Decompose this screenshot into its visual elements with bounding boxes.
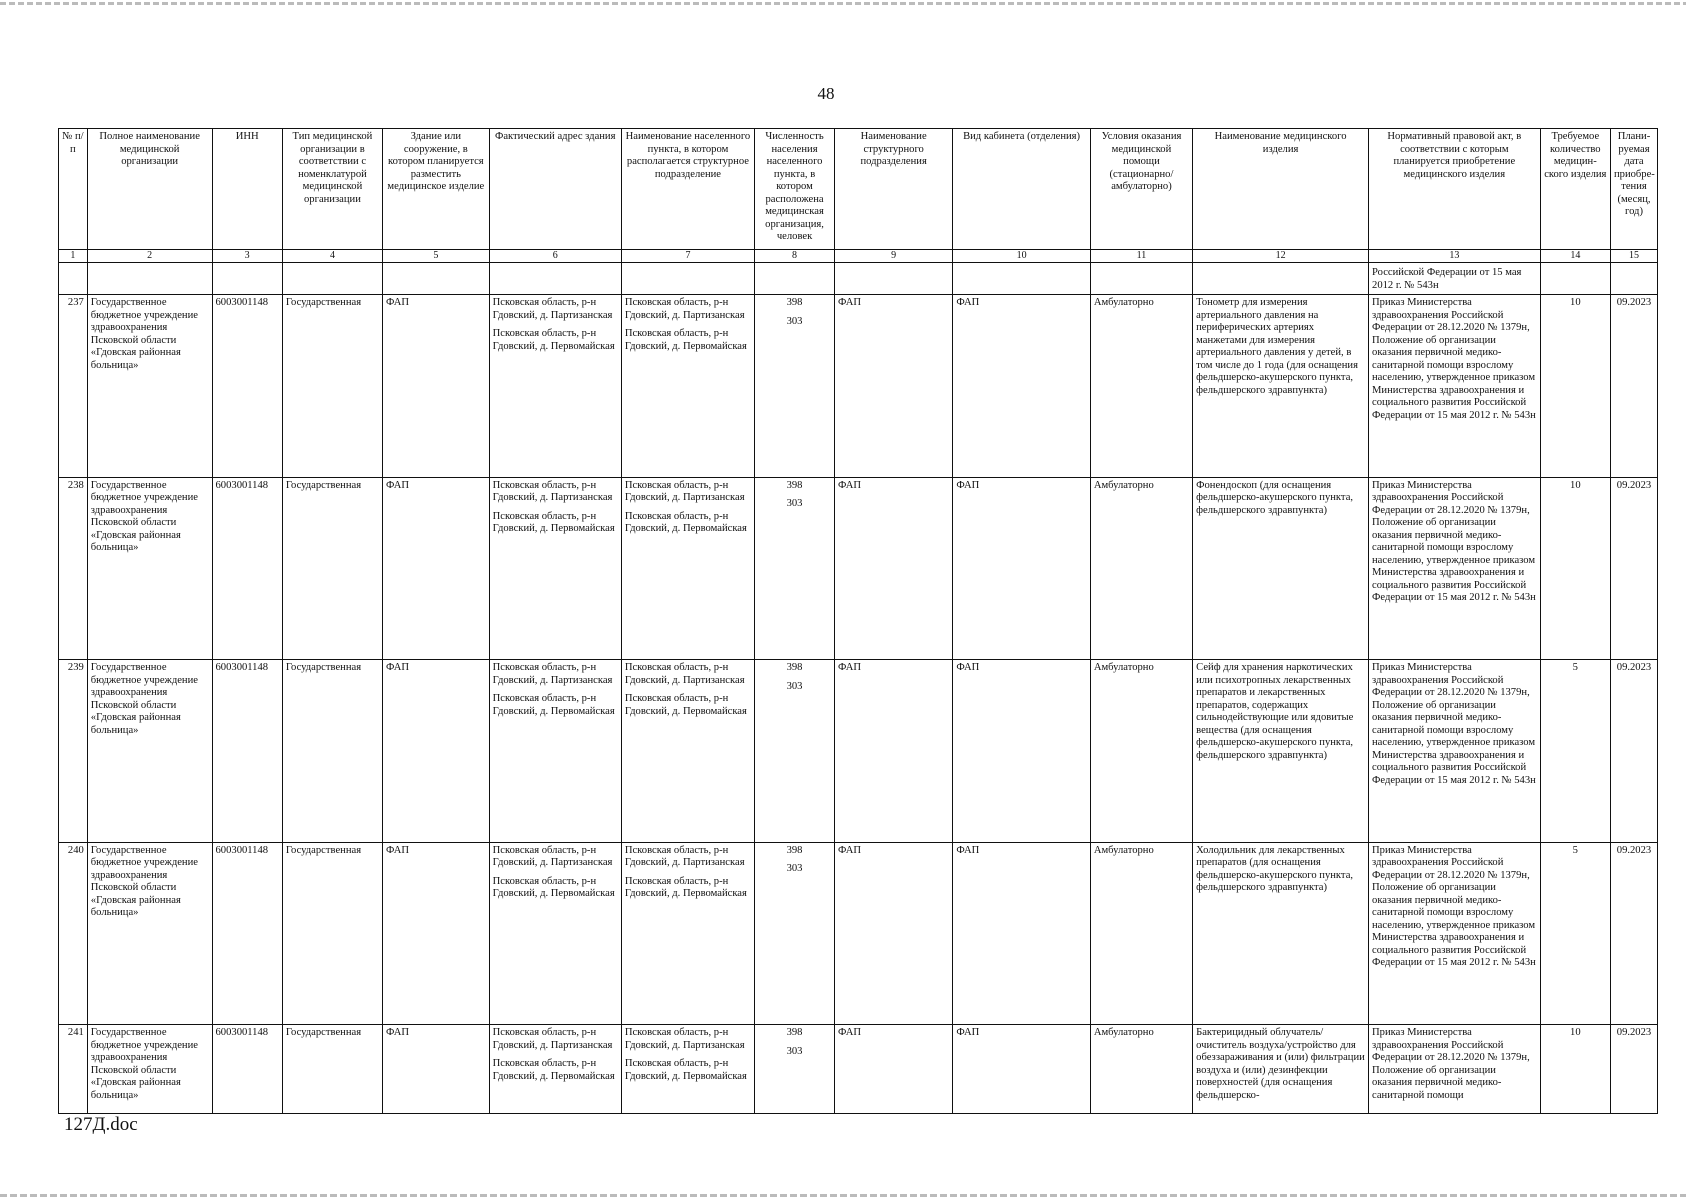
quantity: 10	[1540, 295, 1610, 478]
row-number: 239	[59, 660, 88, 843]
population-1: 398	[786, 844, 803, 856]
table-row	[59, 477, 1658, 660]
inn: 6003001148	[212, 1025, 282, 1114]
column-number-5: 5	[383, 250, 490, 263]
column-header-3: ИНН	[212, 129, 282, 250]
column-number-12: 12	[1193, 250, 1369, 263]
settlement-line-1: Псковская область, р-н Гдовский, д. Партизанская	[624, 662, 745, 686]
population	[755, 660, 835, 843]
room: ФАП	[953, 477, 1091, 660]
population-1: 398	[786, 662, 803, 674]
column-number-10: 10	[953, 250, 1091, 263]
address-line-1: Псковская область, р-н Гдовский, д. Партизанская	[492, 662, 613, 686]
room: ФАП	[953, 1025, 1091, 1114]
row-number: 237	[59, 295, 88, 478]
continuation-legal-act: Российской Федерации от 15 мая 2012 г. № 543н	[1369, 262, 1541, 294]
column-header-8: Численность населения населенного пункта, в котором расположена медицинская организация, человек	[755, 129, 835, 250]
address-line-1: Псковская область, р-н Гдовский, д. Партизанская	[492, 844, 613, 869]
quantity: 10	[1540, 477, 1610, 660]
building: ФАП	[383, 477, 490, 660]
building: ФАП	[383, 295, 490, 478]
room: ФАП	[953, 295, 1091, 478]
purchase-date: 09.2023	[1610, 295, 1657, 478]
column-number-2: 2	[87, 250, 212, 263]
purchase-date: 09.2023	[1610, 660, 1657, 843]
unit: ФАП	[835, 1025, 953, 1114]
org-name: Государственное бюджетное учреждение здравоохранения Псковской области «Гдовская районная больница»	[87, 842, 212, 1025]
column-header-5: Здание или сооружение, в котором планируется разместить медицинское изделие	[383, 129, 490, 250]
table-row	[59, 1025, 1658, 1114]
device-name: Тонометр для измерения артериального давления на периферических артериях манжетами для измерения артериального давления у детей, в том числе до 1 года (для оснащения фельдшерско-акушерского пункта, фельдшерского здравпункта)	[1193, 295, 1369, 478]
org-type: Государственная	[282, 295, 382, 478]
address-line-1: Псковская область, р-н Гдовский, д. Партизанская	[492, 297, 613, 321]
population	[755, 295, 835, 478]
building: ФАП	[383, 842, 490, 1025]
settlement	[621, 477, 754, 660]
settlement-line-2: Псковская область, р-н Гдовский, д. Первомайская	[624, 693, 747, 717]
population-1: 398	[786, 297, 803, 309]
org-name: Государственное бюджетное учреждение здравоохранения Псковской области «Гдовская районная больница»	[87, 295, 212, 478]
purchase-date: 09.2023	[1610, 1025, 1657, 1114]
table-row	[59, 842, 1658, 1025]
population-2: 303	[786, 315, 803, 327]
column-number-8: 8	[755, 250, 835, 263]
table-row	[59, 295, 1658, 478]
scan-edge-bottom	[0, 1194, 1686, 1197]
column-header-6: Фактический адрес здания	[489, 129, 621, 250]
device-name: Бактерицидный облучатель/очиститель воздуха/устройство для обеззараживания и (или) фильтрации воздуха и (или) дезинфекции поверхностей (для оснащения фельдшерско-	[1193, 1025, 1369, 1114]
unit: ФАП	[835, 842, 953, 1025]
address	[489, 660, 621, 843]
column-header-11: Условия оказания медицинской помощи (стационарно/ амбулаторно)	[1090, 129, 1192, 250]
device-name: Сейф для хранения наркотических или психотропных лекарственных препаратов и лекарственных препаратов, содержащих сильнодействующие или ядовитые вещества (для оснащения фельдшерско-акушерского пункта, фельдшерского здравпункта)	[1193, 660, 1369, 843]
quantity: 5	[1540, 842, 1610, 1025]
column-number-4: 4	[282, 250, 382, 263]
inn: 6003001148	[212, 477, 282, 660]
unit: ФАП	[835, 477, 953, 660]
column-header-12: Наименование медицинского изделия	[1193, 129, 1369, 250]
column-header-2: Полное наименование медицинской организации	[87, 129, 212, 250]
room: ФАП	[953, 660, 1091, 843]
room: ФАП	[953, 842, 1091, 1025]
column-number-15: 15	[1610, 250, 1657, 263]
population-2: 303	[786, 1045, 803, 1057]
column-header-15: Плани-руемая дата приобре-тения (месяц, год)	[1610, 129, 1657, 250]
address-line-1: Псковская область, р-н Гдовский, д. Партизанская	[492, 479, 613, 504]
conditions: Амбулаторно	[1090, 477, 1192, 660]
population-2: 303	[786, 863, 803, 875]
purchase-date: 09.2023	[1610, 842, 1657, 1025]
column-header-13: Нормативный правовой акт, в соответствии с которым планируется приобретение медицинского изделия	[1369, 129, 1541, 250]
org-name: Государственное бюджетное учреждение здравоохранения Псковской области «Гдовская районная больница»	[87, 1025, 212, 1114]
population	[755, 842, 835, 1025]
quantity: 10	[1540, 1025, 1610, 1114]
building: ФАП	[383, 1025, 490, 1114]
column-header-4: Тип медицинской организации в соответствии с номенклатурой медицинской организации	[282, 129, 382, 250]
inn: 6003001148	[212, 660, 282, 843]
population-2: 303	[786, 498, 803, 510]
population-1: 398	[786, 479, 803, 491]
org-name: Государственное бюджетное учреждение здравоохранения Псковской области «Гдовская районная больница»	[87, 660, 212, 843]
settlement-line-2: Псковская область, р-н Гдовский, д. Первомайская	[624, 328, 747, 352]
building: ФАП	[383, 660, 490, 843]
settlement-line-1: Псковская область, р-н Гдовский, д. Партизанская	[624, 844, 745, 869]
equipment-table	[58, 128, 1658, 1114]
address	[489, 477, 621, 660]
settlement	[621, 295, 754, 478]
settlement	[621, 660, 754, 843]
address	[489, 1025, 621, 1114]
legal-act: Приказ Министерства здравоохранения Российской Федерации от 28.12.2020 № 1379н, Положение об организации оказания первичной медико-санитарной помощи взрослому населению, утвержденное приказом Министерства здравоохранения и социального развития Российской Федерации от 15 мая 2012 г. № 543н	[1369, 842, 1541, 1025]
unit: ФАП	[835, 660, 953, 843]
column-header-14: Требуемое количество медицин-ского изделия	[1540, 129, 1610, 250]
scan-edge-top	[0, 2, 1686, 5]
column-number-7: 7	[621, 250, 754, 263]
settlement	[621, 1025, 754, 1114]
address	[489, 295, 621, 478]
settlement-line-1: Псковская область, р-н Гдовский, д. Партизанская	[624, 1027, 745, 1051]
footer-filename: 127Д.doc	[64, 1114, 138, 1135]
legal-act: Приказ Министерства здравоохранения Российской Федерации от 28.12.2020 № 1379н, Положение об организации оказания первичной медико-санитарной помощи взрослому населению, утвержденное приказом Министерства здравоохранения и социального развития Российской Федерации от 15 мая 2012 г. № 543н	[1369, 295, 1541, 478]
column-header-1: № п/п	[59, 129, 88, 250]
org-type: Государственная	[282, 660, 382, 843]
settlement-line-2: Псковская область, р-н Гдовский, д. Первомайская	[624, 875, 747, 900]
unit: ФАП	[835, 295, 953, 478]
address-line-2: Псковская область, р-н Гдовский, д. Первомайская	[492, 1058, 615, 1082]
conditions: Амбулаторно	[1090, 295, 1192, 478]
column-number-13: 13	[1369, 250, 1541, 263]
inn: 6003001148	[212, 842, 282, 1025]
column-number-6: 6	[489, 250, 621, 263]
population	[755, 1025, 835, 1114]
address-line-2: Псковская область, р-н Гдовский, д. Первомайская	[492, 328, 615, 352]
column-number-1: 1	[59, 250, 88, 263]
column-header-7: Наименование населенного пункта, в котором располагается структурное подразделение	[621, 129, 754, 250]
address-line-2: Псковская область, р-н Гдовский, д. Первомайская	[492, 875, 615, 900]
address-line-2: Псковская область, р-н Гдовский, д. Первомайская	[492, 510, 615, 535]
settlement-line-2: Псковская область, р-н Гдовский, д. Первомайская	[624, 1058, 747, 1082]
inn: 6003001148	[212, 295, 282, 478]
row-number: 241	[59, 1025, 88, 1114]
legal-act: Приказ Министерства здравоохранения Российской Федерации от 28.12.2020 № 1379н, Положение об организации оказания первичной медико-санитарной помощи взрослому населению, утвержденное приказом Министерства здравоохранения и социального развития Российской Федерации от 15 мая 2012 г. № 543н	[1369, 660, 1541, 843]
address-line-1: Псковская область, р-н Гдовский, д. Партизанская	[492, 1027, 613, 1051]
row-number: 238	[59, 477, 88, 660]
page-number: 48	[817, 84, 835, 103]
population	[755, 477, 835, 660]
quantity: 5	[1540, 660, 1610, 843]
device-name: Фонендоскоп (для оснащения фельдшерско-акушерского пункта, фельдшерского здравпункта)	[1193, 477, 1369, 660]
continuation-row	[59, 262, 1658, 294]
address	[489, 842, 621, 1025]
population-2: 303	[786, 680, 803, 692]
device-name: Холодильник для лекарственных препаратов (для оснащения фельдшерско-акушерского пункта, фельдшерского здравпункта)	[1193, 842, 1369, 1025]
legal-act: Приказ Министерства здравоохранения Российской Федерации от 28.12.2020 № 1379н, Положение об организации оказания первичной медико-санитарной помощи	[1369, 1025, 1541, 1114]
column-number-11: 11	[1090, 250, 1192, 263]
settlement	[621, 842, 754, 1025]
header-row	[59, 129, 1658, 250]
org-name: Государственное бюджетное учреждение здравоохранения Псковской области «Гдовская районная больница»	[87, 477, 212, 660]
org-type: Государственная	[282, 842, 382, 1025]
row-number: 240	[59, 842, 88, 1025]
settlement-line-1: Псковская область, р-н Гдовский, д. Партизанская	[624, 479, 745, 504]
org-type: Государственная	[282, 477, 382, 660]
address-line-2: Псковская область, р-н Гдовский, д. Первомайская	[492, 693, 615, 717]
conditions: Амбулаторно	[1090, 842, 1192, 1025]
column-number-14: 14	[1540, 250, 1610, 263]
column-number-row	[59, 250, 1658, 263]
column-header-10: Вид кабинета (отделения)	[953, 129, 1091, 250]
settlement-line-2: Псковская область, р-н Гдовский, д. Первомайская	[624, 510, 747, 535]
org-type: Государственная	[282, 1025, 382, 1114]
legal-act: Приказ Министерства здравоохранения Российской Федерации от 28.12.2020 № 1379н, Положение об организации оказания первичной медико-санитарной помощи взрослому населению, утвержденное приказом Министерства здравоохранения и социального развития Российской Федерации от 15 мая 2012 г. № 543н	[1369, 477, 1541, 660]
table-row	[59, 660, 1658, 843]
column-header-9: Наименование структурного подразделения	[835, 129, 953, 250]
population-1: 398	[786, 1027, 803, 1039]
settlement-line-1: Псковская область, р-н Гдовский, д. Партизанская	[624, 297, 745, 321]
conditions: Амбулаторно	[1090, 660, 1192, 843]
purchase-date: 09.2023	[1610, 477, 1657, 660]
column-number-3: 3	[212, 250, 282, 263]
conditions: Амбулаторно	[1090, 1025, 1192, 1114]
column-number-9: 9	[835, 250, 953, 263]
